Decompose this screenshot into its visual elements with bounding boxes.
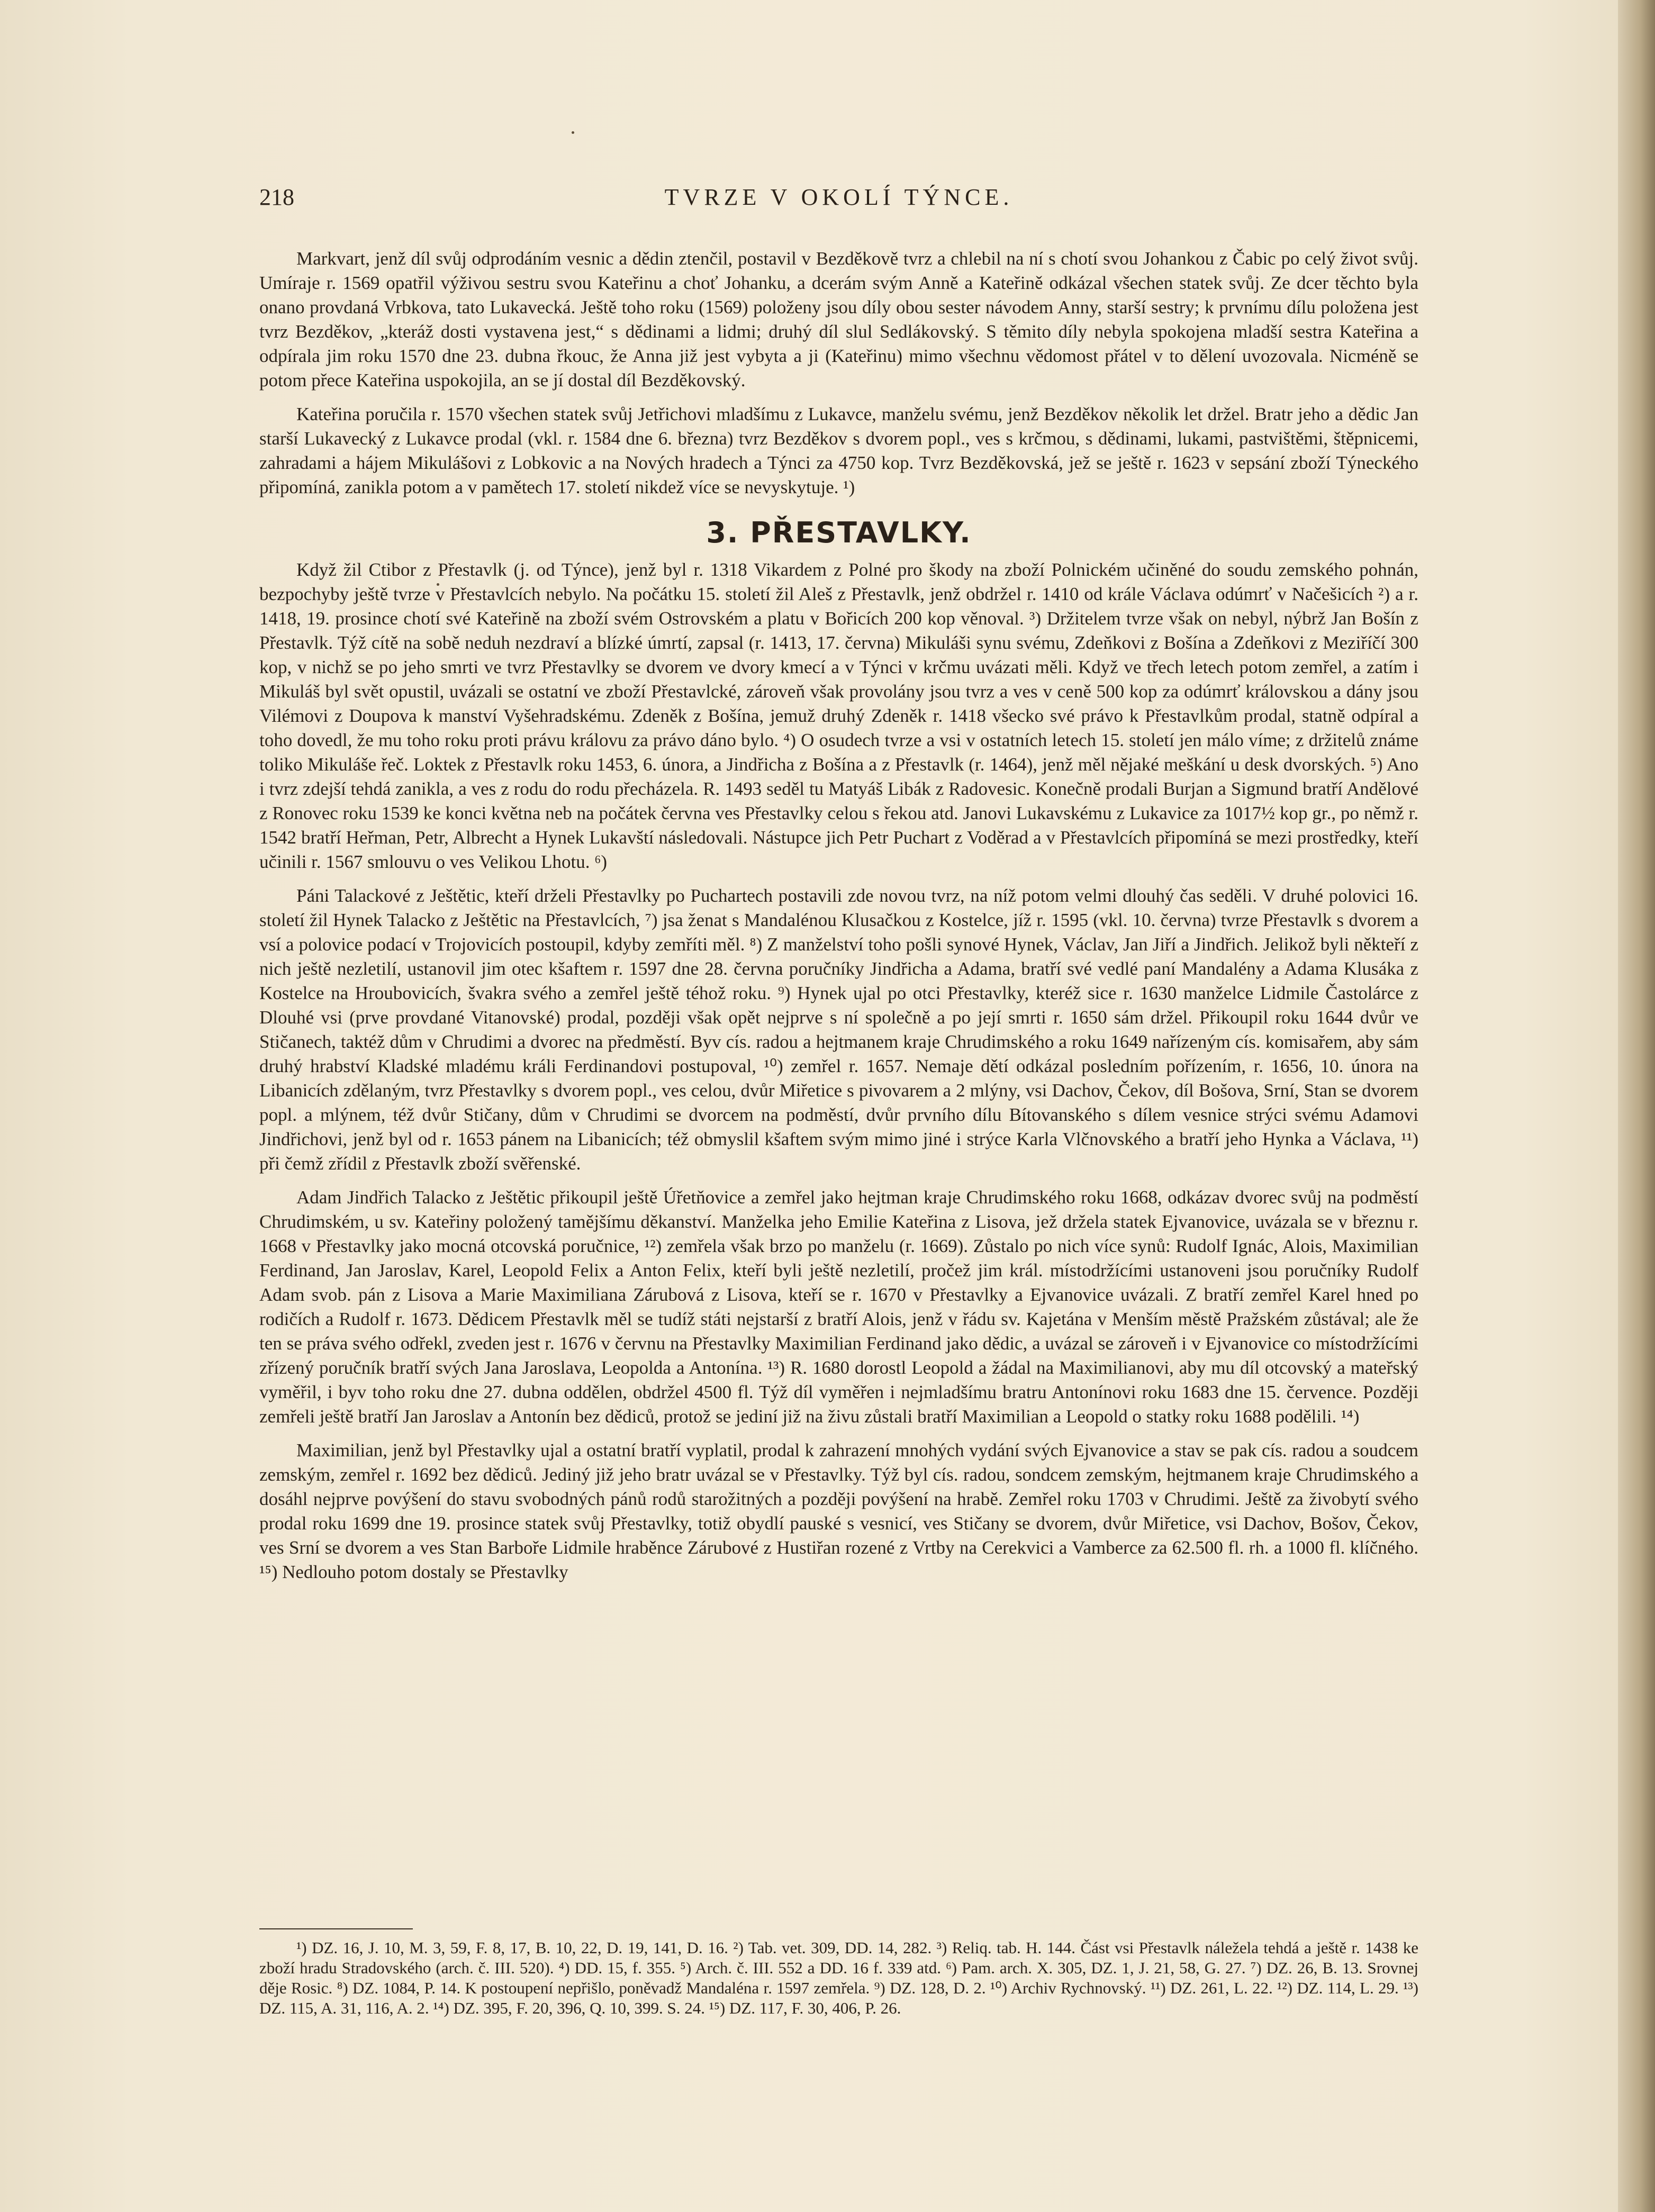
footnote-separator: [259, 1928, 413, 1929]
paragraph: Páni Talackové z Ještětic, kteří drželi Přestavlky po Puchartech postavili zde novou tvrz, na níž potom velmi dlouhý čas seděli. V druhé polovici 16. století žil Hynek Talacko z Ještětic na Přestavlcích, ⁷) jsa ženat s Mandalénou Klusačkou z Kostelce, jíž r. 1595 (vkl. 10. června) tvrze Přestavlk s dvorem a vsí a polovice podací v Trojovicích postoupil, kdyby zemříti měl. ⁸) Z manželství toho pošli synové Hynek, Václav, Jan Jiří a Jindřich. Jelikož byli někteří z nich ještě nezletilí, ustanovil jim otec kšaftem r. 1597 dne 28. června poručníky Jindřicha a Adama, bratří své vedlé paní Mandalény a Adama Klusáka z Kostelce na Hroubovicích, švakra svého a zemřel ještě téhož roku. ⁹) Hynek ujal po otci Přestavlky, kteréž sice r. 1630 manželce Lidmile Častolárce z Dlouhé vsi (prve provdané Vitanovské) prodal, později však opět nejprve s ní společně a po její smrti r. 1650 sám držel. Přikoupil roku 1644 dvůr ve Stičanech, taktéž dům v Chrudimi a dvorec na předměstí. Byv cís. radou a hejtmanem kraje Chrudimského a roku 1649 nařízeným cís. komisařem, aby sám druhý hrabství Kladské mladému králi Ferdinandovi postupoval, ¹⁰) zemřel r. 1657. Nemaje dětí odkázal posledním pořízením, r. 1656, 10. února na Libanicích zdělaným, tvrz Přestavlky s dvorem popl., ves celou, dvůr Miřetice s pivovarem a 2 mlýny, vsi Dachov, Čekov, díl Bošova, Srní, Stan se dvorem popl. a mlýnem, též dvůr Stičany, dům v Chrudimi se dvorcem na podměstí, dvůr prvního dílu Bítovanského s dílem vesnice strýci svému Adamovi Jindřichovi, jenž byl od r. 1653 pánem na Libanicích; též obmyslil kšaftem svým mimo jiné i strýce Karla Vlčnovského a bratří jeho Hynka a Václava, ¹¹) při čemž zřídil z Přestavlk zboží svěřenské.: [259, 885, 1418, 1174]
footnotes: ¹) DZ. 16, J. 10, M. 3, 59, F. 8, 17, B. 10, 22, D. 19, 141, D. 16. ²) Tab. vet. 309, DD. 14, 282. ³) Reliq. tab. H. 144. Část vsi Přestavlk náležela tehdá a ještě r. 1438 ke zboží hradu Stradovského (arch. č. III. 520). ⁴) DD. 15, f. 355. ⁵) Arch. č. III. 552 a DD. 16 f. 339 atd. ⁶) Pam. arch. X. 305, DZ. 1, J. 21, 58, G. 27. ⁷) DZ. 26, B. 13. Srovnej děje Rosic. ⁸) DZ. 1084, P. 14. K postoupení nepřišlo, poněvadž Mandaléna r. 1597 zemřela. ⁹) DZ. 128, D. 2. ¹⁰) Archiv Rychnovský. ¹¹) DZ. 261, L. 22. ¹²) DZ. 114, L. 29. ¹³) DZ. 115, A. 31, 116, A. 2. ¹⁴) DZ. 395, F. 20, 396, Q. 10, 399. S. 24. ¹⁵) DZ. 117, F. 30, 406, P. 26.: [259, 1938, 1418, 2017]
ink-speck: [572, 131, 574, 134]
paragraph: Markvart, jenž díl svůj odprodáním vesnic a dědin ztenčil, postavil v Bezděkově tvrz a chlebil na ní s chotí svou Johankou z Čabic po celý život svůj. Umíraje r. 1569 opatřil výživou sestru svou Kateřinu a choť Johanku, a dcerám svým Anně a Kateřině odkázal všechen statek svůj. Ze dcer těchto byla onano provdaná Vrbkova, tato Lukavecká. Ještě toho roku (1569) položeny jsou díly obou sester návodem Anny, starší sestry; k prvnímu dílu položena jest tvrz Bezděkov, „kteráž dosti vystavena jest,“ s dědinami a lidmi; druhý díl slul Sedlákovský. S těmito díly nebyla spokojena mladší sestra Kateřina a odpírala jim roku 1570 dne 23. dubna řkouc, že Anna již jest vybyta a ji (Kateřinu) mimo všechnu vědomost přátel v to dělení uvozovala. Nicméně se potom přece Kateřina uspokojila, an se jí dostal díl Bezděkovský.: [259, 248, 1418, 391]
paragraph: Kateřina poručila r. 1570 všechen statek svůj Jetřichovi mladšímu z Lukavce, manželu svému, jenž Bezděkov několik let držel. Bratr jeho a dědic Jan starší Lukavecký z Lukavce prodal (vkl. r. 1584 dne 6. března) tvrz Bezděkov s dvorem popl., ves s krčmou, s dědinami, lukami, pastvištěmi, štěpnicemi, zahradami a hájem Mikulášovi z Lobkovic a na Nových hradech a Týnci za 4750 kop. Tvrz Bezděkovská, jež se ještě r. 1623 v sepsání zboží Týneckého připomíná, zanikla potom a v pamětech 17. století nikdež více se nevyskytuje. ¹): [259, 404, 1418, 497]
paragraph: Když žil Ctibor z Přestavlk (j. od Týnce), jenž byl r. 1318 Vikardem z Polné pro škody na zboží Polnickém učiněné do soudu zemského pohnán, bezpochyby ještě tvrze v Přestavlcích nebylo. Na počátku 15. století žil Aleš z Přestavlk, jenž obdržel r. 1410 od krále Václava odúmrť v Načešicích ²) a r. 1418, 19. prosince chotí své Kateřině na zboží svém Ostrovském a platu v Bořicích 200 kop věnoval. ³) Držitelem tvrze však on nebyl, nýbrž Jan Bošín z Přestavlk. Týž cítě na sobě neduh nezdraví a blízké úmrtí, zapsal (r. 1413, 17. června) Mikuláši synu svému, Zdeňkovi z Bošína a Zdeňkovi z Meziříčí 300 kop, v nichž se po jeho smrti ve tvrz Přestavlky se dvorem ve dvory kmecí a v Týnci v krčmu uvázati měli. Když ve třech letech potom zemřel, a zatím i Mikuláš byl svět opustil, uvázali se ostatní ve zboží Přestavlcké, zároveň však provolány jsou tvrz a ves v ceně 500 kop za odúmrť královskou a dány jsou Vilémovi z Doupova k manství Vyšehradskému. Zdeněk z Bošína, jemuž druhý Zdeněk r. 1418 všecko své právo k Přestavlkům prodal, statně odpíral a toho dovedl, že mu toho roku proti právu královu za právo dáno bylo. ⁴) O osudech tvrze a vsi v ostatních letech 15. století jen málo víme; z držitelů známe toliko Mikuláše řeč. Loktek z Přestavlk roku 1453, 6. února, a Jindřicha z Bošína a z Přestavlk (r. 1464), jenž měl nějaké meškání u desk dvorských. ⁵) Ano i tvrz zdejší tehdá zanikla, a ves z rodu do rodu přecházela. R. 1493 seděl tu Matyáš Libák z Radovesic. Konečně prodali Burjan a Sigmund bratří Andělové z Ronovec roku 1539 ke konci května neb na počátek června ves Přestavlky celou s řekou atd. Janovi Lukavskému z Lukavice za 1017½ kop gr., po němž r. 1542 bratří Heřman, Petr, Albrecht a Hynek Lukavští následovali. Nástupce jich Petr Puchart z Voděrad a v Přestavlcích připomíná se mezi prostředky, kteří učinili r. 1567 smlouvu o ves Velikou Lhotu. ⁶): [259, 559, 1418, 872]
running-header: [259, 185, 1418, 210]
page-number: 218: [259, 184, 294, 210]
book-spine-edge: [1618, 0, 1655, 2212]
paragraph: Adam Jindřich Talacko z Ještětic přikoupil ještě Úřetňovice a zemřel jako hejtman kraje Chrudimského roku 1668, odkázav dvorec svůj na podměstí Chrudimském, u sv. Kateřiny položený tamějšímu děkanství. Manželka jeho Emilie Kateřina z Lisova, jež držela statek Ejvanovice, uvázala se v březnu r. 1668 v Přestavlky jako mocná otcovská poručnice, ¹²) zemřela však brzo po manželu (r. 1669). Zůstalo po nich více synů: Rudolf Ignác, Alois, Maximilian Ferdinand, Jan Jaroslav, Karel, Leopold Felix a Anton Felix, kteří byli ještě nezletilí, pročež jim král. místodržícími ustanoveni jsou poručníky Rudolf Adam svob. pán z Lisova a Marie Maximiliana Zárubová z Lisova, kteří se r. 1670 v Přestavlky a Ejvanovice uvázali. Z bratří zemřel Karel hned po rodičích a Rudolf r. 1673. Dědicem Přestavlk měl se tudíž státi nejstarší z bratří Alois, jenž v řádu sv. Kajetána v Menším městě Pražském zůstával; ale že ten se práva svého odřekl, zveden jest r. 1676 v červnu na Přestavlky Maximilian Ferdinand jako dědic, a uvázal se zároveň i v Ejvanovice co místodržícími zřízený poručník bratří svých Jana Jaroslava, Leopolda a Antonína. ¹³) R. 1680 dorostl Leopold a žádal na Maximilianovi, aby mu díl otcovský a mateřský vyměřil, i byv toho roku dne 27. dubna oddělen, obdržel 4500 fl. Týž díl vyměřen i nejmladšímu bratru Antonínovi roku 1683 dne 15. července. Později zemřeli ještě bratří Jan Jaroslav a Antonín bez dědiců, protož se jediní již na živu zůstali bratří Maximilian a Leopold o statky roku 1688 podělili. ¹⁴): [259, 1187, 1418, 1427]
running-title: TVRZE V OKOLÍ TÝNCE.: [664, 184, 1014, 210]
section-heading: 3. PŘESTAVLKY.: [706, 516, 972, 549]
text-column: [259, 185, 1418, 2028]
paragraph: Maximilian, jenž byl Přestavlky ujal a ostatní bratří vyplatil, prodal k zahrazení mnohých vydání svých Ejvanovice a stav se pak cís. radou a soudcem zemským, zemřel r. 1692 bez dědiců. Jediný již jeho bratr uvázal se v Přestavlky. Týž byl cís. radou, sondcem zemským, hejtmanem kraje Chrudimského a dosáhl nejprve povýšení do stavu svobodných pánů rodů starožitných a později povýšení na hrabě. Zemřel roku 1703 v Chrudimi. Ještě za živobytí svého prodal roku 1699 dne 19. prosince statek svůj Přestavlky, totiž obydlí pauské s vesnicí, ves Stičany se dvorem, dvůr Miřetice, vsi Dachov, Bošov, Čekov, ves Srní se dvorem a ves Stan Barboře Lidmile hraběnce Zárubové z Hustiřan rozené z Vrtby na Cerekvici a Vamberce za 62.500 fl. rh. a 1000 fl. klíčného. ¹⁵) Nedlouho potom dostaly se Přestavlky: [259, 1440, 1418, 1582]
